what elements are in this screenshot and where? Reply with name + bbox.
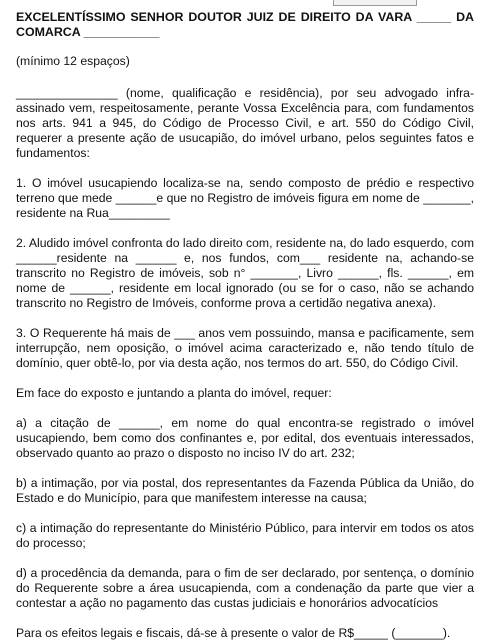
- paragraph-1: 1. O imóvel usucapiendo localiza-se na, sendo composto de prédio e respectivo terreno que mede ______e que no Registro de imóveis figura em nome de _______, residente na Rua_________: [16, 176, 474, 220]
- case-value: Para os efeitos legais e fiscais, dá-se à presente o valor de R$_____ (_______).: [16, 626, 451, 640]
- request-d: d) a procedência da demanda, para o fim de ser declarado, por sentença, o domínio do Requerente sobre a área usucapienda, com a condenação da parte que vier a contestar a ação no pagamento das custas judiciais e honorários advocatícios: [16, 566, 474, 610]
- request-a: a) a citação de ______, em nome do qual encontra-se registrado o imóvel usucapiendo, bem como dos confinantes e, por edital, dos eventuais interessados, observado quanto ao prazo o disposto no inciso IV do art. 232;: [16, 416, 474, 460]
- paragraph-3: 3. O Requerente há mais de ___ anos vem possuindo, mansa e pacificamente, sem interrupção, nem oposição, o imóvel acima caracterizado e, não tendo título de domínio, quer obtê-lo, por via desta ação, nos termos do art. 550, do Código Civil.: [16, 326, 474, 370]
- request-c: c) a intimação do representante do Ministério Público, para intervir em todos os atos do processo;: [16, 521, 474, 550]
- minimum-spacing-note: (mínimo 12 espaços): [16, 54, 130, 68]
- intro-paragraph: _______________ (nome, qualificação e residência), por seu advogado infra-assinado vem, respeitosamente, perante Vossa Excelência para, com fundamentos nos arts. 941 a 945, do Código de Processo Civil, e art. 550 do Código Civil, requerer a presente ação de usucapião, do imóvel urbano, pelos seguintes fatos e fundamentos:: [16, 86, 474, 160]
- document-title: EXCELENTÍSSIMO SENHOR DOUTOR JUIZ DE DIREITO DA VARA _____ DA COMARCA ___________: [16, 10, 474, 39]
- paragraph-2: 2. Aludido imóvel confronta do lado direito com, residente na, do lado esquerdo, com ______residente na ______ e, nos fundos, com___ residente na, achando-se transcrito no Registro de imóveis, sob n° _______, Livro ______, fls. ______, em nome de ______, residente em local ignorado (ou se for o caso, não se achando transcrito no Registro de Imóveis, conforme prova a certidão negativa anexa).: [16, 236, 474, 310]
- request-intro: Em face do exposto e juntando a planta do imóvel, requer:: [16, 386, 332, 400]
- request-b: b) a intimação, por via postal, dos representantes da Fazenda Pública da União, do Estado e do Município, para que manifestem interesse na causa;: [16, 476, 474, 505]
